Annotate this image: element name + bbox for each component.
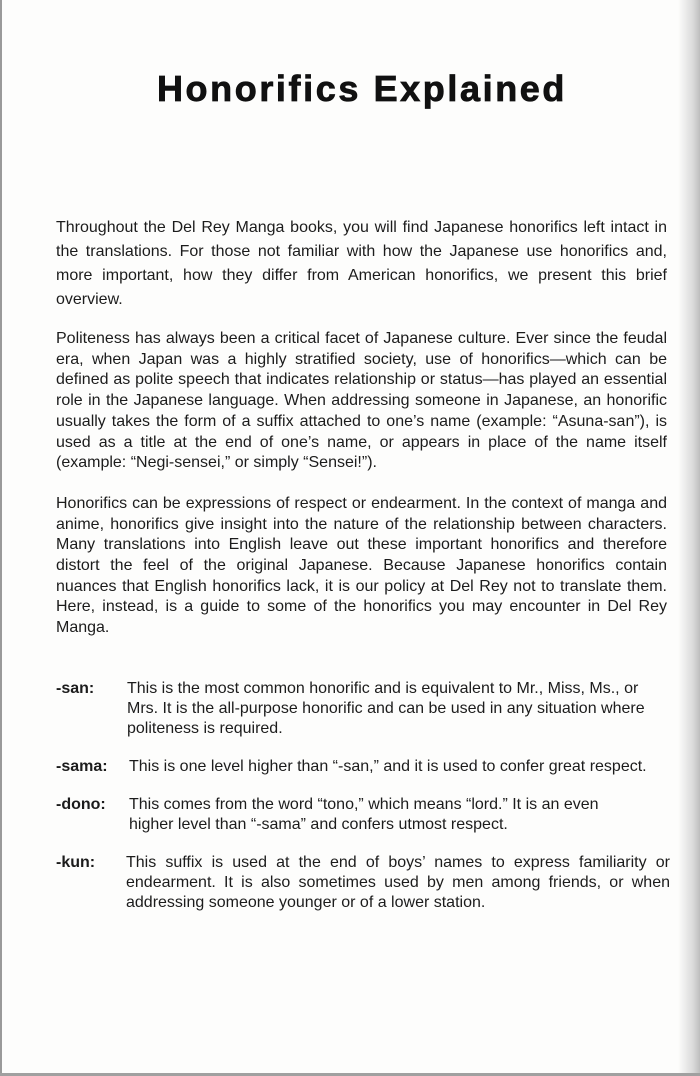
definition-term: -sama: (56, 758, 108, 775)
definition-term: -san: (56, 680, 95, 697)
page-title: Honorifics Explained (156, 68, 568, 109)
paragraph-1: Throughout the Del Rey Manga books, you will find Japanese honorifics left intact in the translations. For those not familiar with how the Japanese use honorifics and, more important, how they differ from American honorifics, we present this brief overview. (56, 219, 667, 308)
definition-term: -dono: (56, 796, 106, 813)
honorific-definitions (56, 679, 671, 931)
definition-text: This suffix is used at the end of boys’ names to express familiarity or endearment. It is also sometimes used by men among friends, or when addressing someone younger or of a lower station. (126, 854, 670, 911)
page-binding-shadow (678, 0, 700, 1076)
definition-dono (56, 795, 671, 835)
definition-text: This is one level higher than “-san,” and it is used to confer great respect. (129, 758, 647, 775)
paragraph-3: Honorifics can be expressions of respect or endearment. In the context of manga and anime, honorifics give insight into the nature of the relationship between characters. Many translations into English leave out these important honorifics and therefore distort the feel of the original Japanese. Because Japanese honorifics contain nuances that English honorifics lack, it is our policy at Del Rey not to translate them. Here, instead, is a guide to some of the honorifics you may encounter in Del Rey Manga. (56, 494, 667, 637)
page-edge-left (0, 0, 2, 1076)
definition-san (56, 679, 671, 739)
definition-text: This is the most common honorific and is equivalent to Mr., Miss, Ms., or Mrs. It is the all-purpose honorific and can be used in any situation where politeness is required. (127, 680, 645, 737)
definition-term: -kun: (56, 854, 96, 871)
paragraph-2: Politeness has always been a critical facet of Japanese culture. Ever since the feudal era, when Japan was a highly stratified society, use of honorifics—which can be defined as polite speech that indicates relationship or status—has played an essential role in the Japanese language. When addressing someone in Japanese, an honorific usually takes the form of a suffix attached to one’s name (example: “Asuna-san”), is used as a title at the end of one’s name, or appears in place of the name itself (example: “Negi-sensei,” or simply “Sensei!”). (56, 330, 667, 472)
definition-kun (56, 853, 671, 913)
intro-text (56, 216, 667, 639)
definition-sama (56, 757, 671, 777)
definition-text: This comes from the word “tono,” which means “lord.” It is an even higher level than “-sama” and confers utmost respect. (129, 796, 599, 833)
